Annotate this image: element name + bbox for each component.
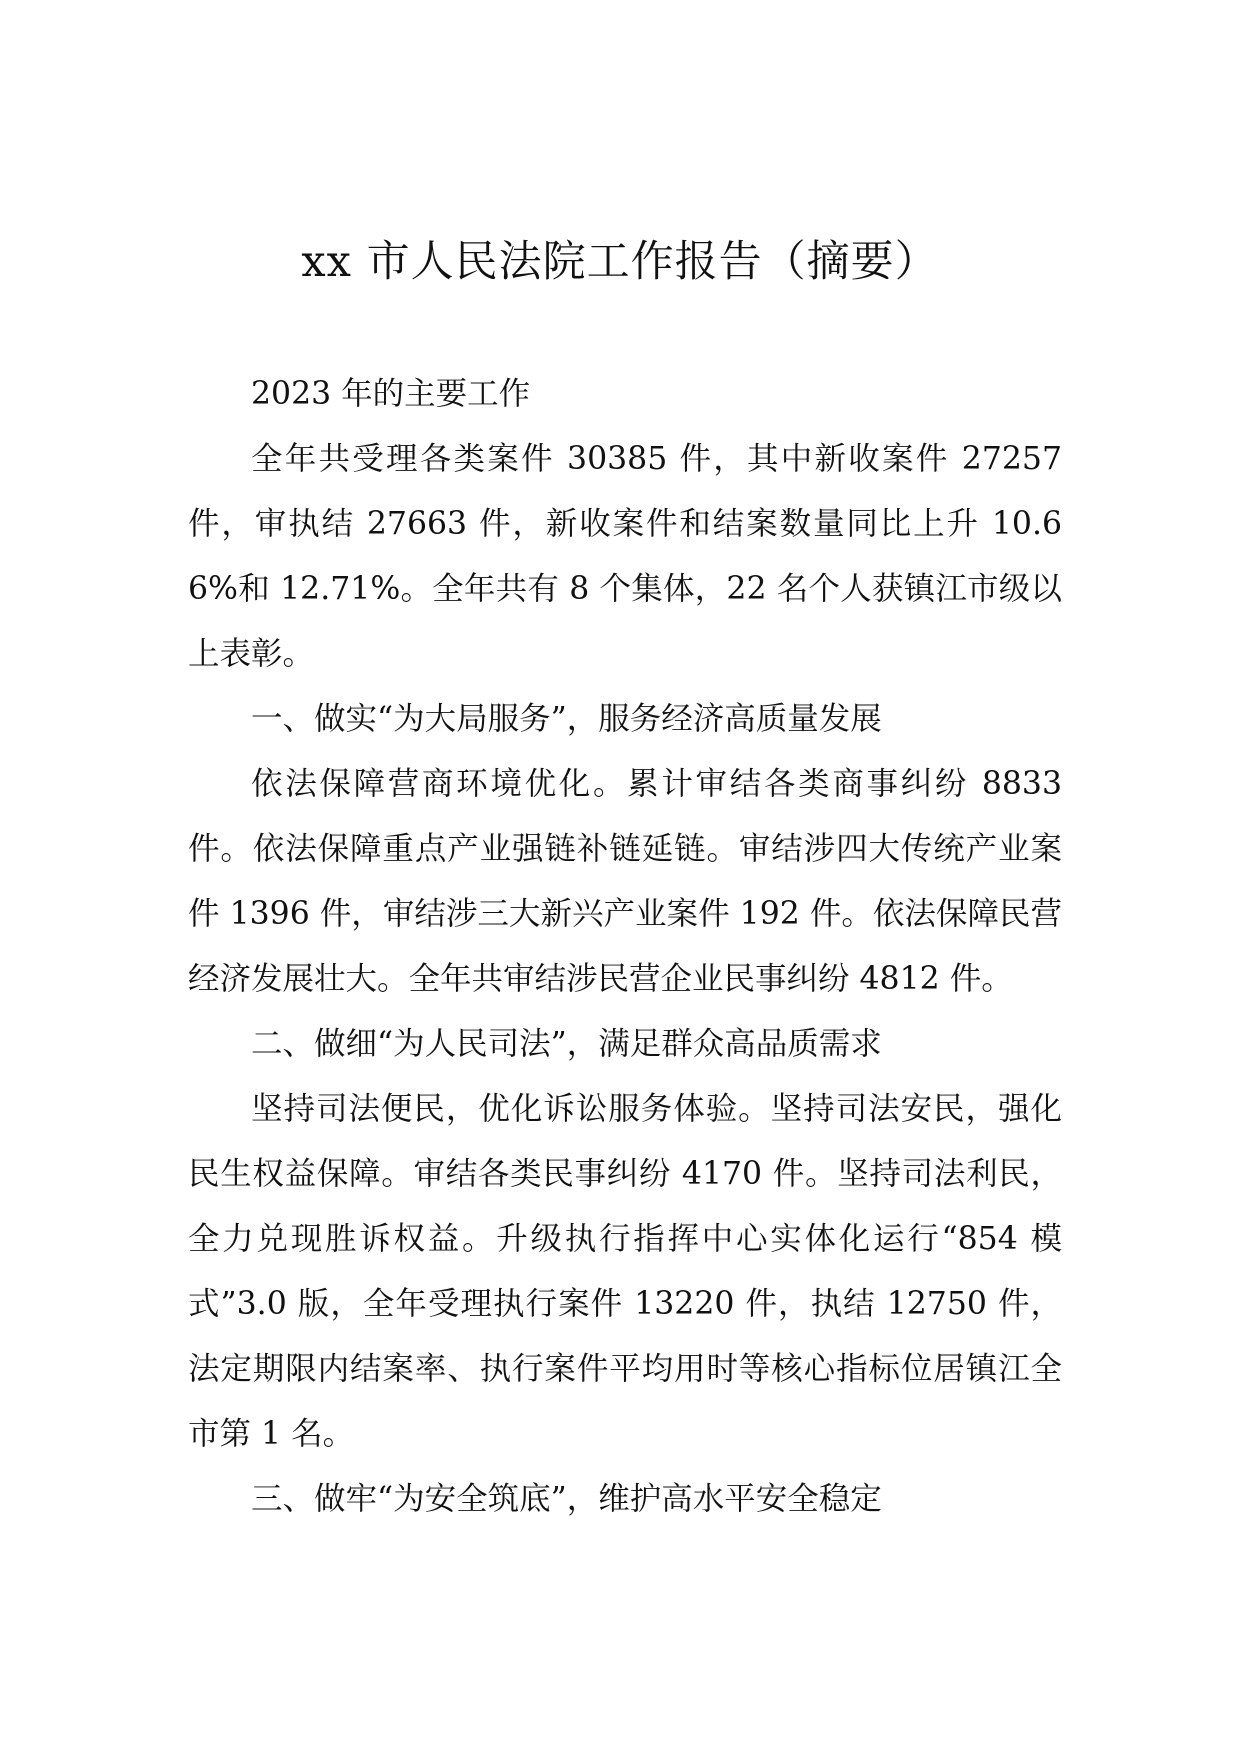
document-title: xx 市人民法院工作报告（摘要） xyxy=(301,237,939,287)
document-body xyxy=(188,362,1062,1532)
paragraph-case-summary: 全年共受理各类案件 30385 件，其中新收案件 27257 件，审执结 27663 件，新收案件和结案数量同比上升 10.66%和 12.71%。全年共有 8 个集体，22 名个人获镇江市级以上表彰。 xyxy=(188,441,1062,672)
paragraph-people-justice: 坚持司法便民，优化诉讼服务体验。坚持司法安民，强化民生权益保障。审结各类民事纠纷 4170 件。坚持司法利民，全力兑现胜诉权益。升级执行指挥中心实体化运行“854 模式”3.0 版，全年受理执行案件 13220 件，执结 12750 件，法定期限内结案率、执行案件平均用时等核心指标位居镇江全市第 1 名。 xyxy=(188,1091,1062,1452)
section-heading-two: 二、做细“为人民司法”，满足群众高品质需求 xyxy=(251,1026,882,1062)
section-heading-main-work: 2023 年的主要工作 xyxy=(251,376,531,412)
section-heading-one: 一、做实“为大局服务”，服务经济高质量发展 xyxy=(251,701,882,737)
paragraph-economic-service: 依法保障营商环境优化。累计审结各类商事纠纷 8833 件。依法保障重点产业强链补链延链。审结涉四大传统产业案件 1396 件，审结涉三大新兴产业案件 192 件。依法保障民营经济发展壮大。全年共审结涉民营企业民事纠纷 4812 件。 xyxy=(188,766,1062,997)
section-heading-three: 三、做牢“为安全筑底”，维护高水平安全稳定 xyxy=(251,1481,882,1517)
